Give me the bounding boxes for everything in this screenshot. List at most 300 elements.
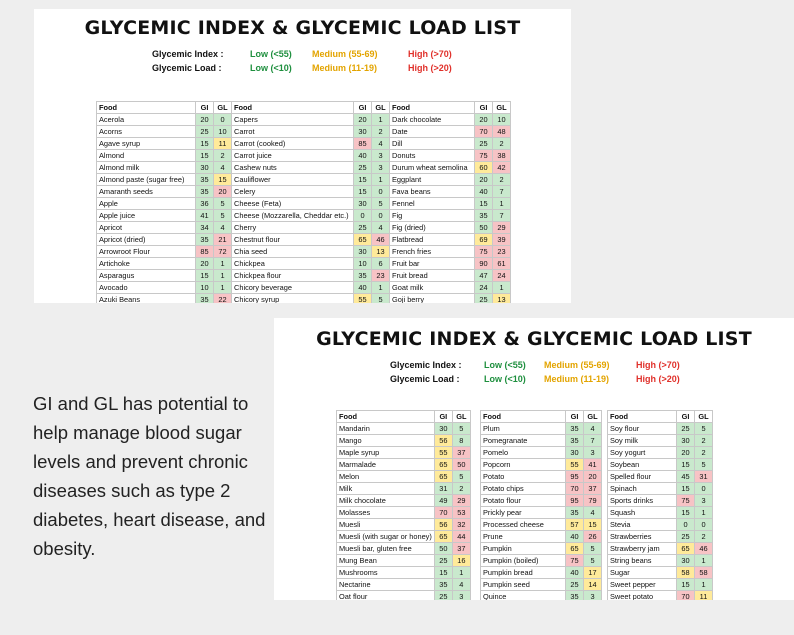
legend-gi-medium: Medium (55-69) — [544, 360, 610, 370]
table-row — [481, 483, 602, 495]
gi-value: 45 — [677, 471, 695, 483]
gi-value: 35 — [566, 507, 584, 519]
table-row — [97, 174, 232, 186]
food-name: Sweet potato — [608, 591, 677, 601]
table-row — [337, 543, 471, 555]
food-name: Cauliflower — [232, 174, 354, 186]
table-row — [232, 234, 390, 246]
gi-value: 75 — [566, 555, 584, 567]
food-name: Donuts — [390, 150, 475, 162]
gi-value: 55 — [354, 294, 372, 304]
table-row — [97, 234, 232, 246]
gl-value: 37 — [452, 543, 470, 555]
legend-gl-low: Low (<10) — [484, 374, 526, 384]
gl-value: 29 — [493, 222, 511, 234]
table-row — [481, 447, 602, 459]
gi-value: 36 — [196, 198, 214, 210]
table-row — [337, 579, 471, 591]
gl-value: 7 — [493, 210, 511, 222]
food-name: Avocado — [97, 282, 196, 294]
gi-value: 40 — [566, 531, 584, 543]
table-row — [608, 567, 713, 579]
food-table — [96, 101, 232, 303]
column-header-gl: GL — [695, 411, 713, 423]
table-row — [608, 435, 713, 447]
food-name: Goat milk — [390, 282, 475, 294]
gl-value: 1 — [695, 507, 713, 519]
gl-value: 3 — [584, 591, 602, 601]
food-name: Celery — [232, 186, 354, 198]
food-name: Fruit bread — [390, 270, 475, 282]
gl-value: 0 — [372, 186, 390, 198]
food-name: Dark chocolate — [390, 114, 475, 126]
gi-value: 25 — [677, 423, 695, 435]
gi-value: 35 — [434, 579, 452, 591]
food-name: Mandarin — [337, 423, 435, 435]
gl-value: 5 — [584, 555, 602, 567]
gl-value: 3 — [372, 150, 390, 162]
gi-value: 56 — [434, 519, 452, 531]
food-name: Apple juice — [97, 210, 196, 222]
table-row — [337, 447, 471, 459]
gi-value: 70 — [677, 591, 695, 601]
gi-value: 30 — [354, 198, 372, 210]
gl-value: 17 — [584, 567, 602, 579]
column-header-gl: GL — [214, 102, 232, 114]
gi-value: 15 — [677, 507, 695, 519]
food-name: Capers — [232, 114, 354, 126]
food-name: Melon — [337, 471, 435, 483]
food-name: Muesli — [337, 519, 435, 531]
table-row — [390, 186, 511, 198]
gl-value: 1 — [452, 567, 470, 579]
gl-value: 46 — [695, 543, 713, 555]
gl-value: 4 — [372, 138, 390, 150]
gi-value: 15 — [677, 483, 695, 495]
gi-value: 20 — [196, 258, 214, 270]
table-row — [608, 471, 713, 483]
table-row — [481, 591, 602, 601]
food-name: Pomegranate — [481, 435, 566, 447]
food-name: Popcorn — [481, 459, 566, 471]
table-row — [337, 471, 471, 483]
gl-value: 5 — [372, 294, 390, 304]
table-row — [97, 198, 232, 210]
gl-value: 3 — [372, 162, 390, 174]
food-name: Fig — [390, 210, 475, 222]
food-name: Almond — [97, 150, 196, 162]
gl-value: 79 — [584, 495, 602, 507]
food-name: Pumpkin (boiled) — [481, 555, 566, 567]
gl-value: 31 — [695, 471, 713, 483]
gi-value: 35 — [475, 210, 493, 222]
column-header-gl: GL — [584, 411, 602, 423]
table-row — [232, 222, 390, 234]
gi-value: 15 — [677, 459, 695, 471]
table-row — [97, 150, 232, 162]
table-row — [390, 162, 511, 174]
gl-value: 7 — [493, 186, 511, 198]
gl-value: 23 — [372, 270, 390, 282]
food-name: Acerola — [97, 114, 196, 126]
gl-value: 11 — [214, 138, 232, 150]
gi-value: 50 — [475, 222, 493, 234]
gl-value: 11 — [695, 591, 713, 601]
gi-value: 15 — [434, 567, 452, 579]
table-row — [608, 507, 713, 519]
gl-value: 13 — [493, 294, 511, 304]
food-name: Cheese (Mozzarella, Cheddar etc.) — [232, 210, 354, 222]
food-name: Nectarine — [337, 579, 435, 591]
food-name: Cheese (Feta) — [232, 198, 354, 210]
table-row — [337, 591, 471, 601]
table-row — [97, 270, 232, 282]
food-name: Almond paste (sugar free) — [97, 174, 196, 186]
table-row — [608, 447, 713, 459]
legend-gi-low: Low (<55) — [250, 49, 292, 59]
table-row — [481, 555, 602, 567]
table-row — [97, 258, 232, 270]
legend-gl-label: Glycemic Load : — [390, 374, 460, 384]
gl-value: 2 — [695, 435, 713, 447]
food-name: String beans — [608, 555, 677, 567]
gi-value: 41 — [196, 210, 214, 222]
legend-gi-high: High (>70) — [636, 360, 680, 370]
table-row — [232, 174, 390, 186]
gi-value: 20 — [196, 114, 214, 126]
table-row — [390, 114, 511, 126]
food-name: Soybean — [608, 459, 677, 471]
column-header-food: Food — [390, 102, 475, 114]
food-name: Sugar — [608, 567, 677, 579]
table-row — [97, 126, 232, 138]
column-header-gi: GI — [354, 102, 372, 114]
food-table — [389, 101, 511, 303]
gi-value: 20 — [475, 114, 493, 126]
food-name: Stevia — [608, 519, 677, 531]
gl-value: 2 — [695, 447, 713, 459]
table-row — [390, 174, 511, 186]
table-header-row — [337, 411, 471, 423]
table-row — [337, 531, 471, 543]
table-row — [481, 543, 602, 555]
food-name: Mung Bean — [337, 555, 435, 567]
gi-value: 75 — [475, 246, 493, 258]
gi-value: 15 — [196, 270, 214, 282]
gl-value: 24 — [493, 270, 511, 282]
food-name: Pumpkin bread — [481, 567, 566, 579]
food-name: Chicory syrup — [232, 294, 354, 304]
gl-value: 13 — [372, 246, 390, 258]
table-row — [232, 150, 390, 162]
column-header-food: Food — [337, 411, 435, 423]
table-row — [390, 138, 511, 150]
table-row — [232, 270, 390, 282]
gl-value: 15 — [214, 174, 232, 186]
food-name: Quince — [481, 591, 566, 601]
table-row — [608, 459, 713, 471]
legend-gl-high: High (>20) — [408, 63, 452, 73]
gl-value: 3 — [584, 447, 602, 459]
table-row — [481, 435, 602, 447]
food-name: Apricot (dried) — [97, 234, 196, 246]
food-name: Mango — [337, 435, 435, 447]
gl-value: 5 — [214, 198, 232, 210]
gl-value: 1 — [493, 282, 511, 294]
table-row — [481, 423, 602, 435]
gl-value: 6 — [372, 258, 390, 270]
food-name: Plum — [481, 423, 566, 435]
gl-value: 44 — [452, 531, 470, 543]
gi-value: 70 — [475, 126, 493, 138]
gi-value: 25 — [434, 555, 452, 567]
gl-value: 5 — [452, 423, 470, 435]
gi-value: 34 — [196, 222, 214, 234]
table-row — [232, 246, 390, 258]
gl-value: 50 — [452, 459, 470, 471]
gl-value: 5 — [584, 543, 602, 555]
gi-value: 40 — [354, 150, 372, 162]
gi-value: 10 — [196, 282, 214, 294]
gi-value: 35 — [566, 591, 584, 601]
food-table — [607, 410, 713, 600]
gi-value: 35 — [354, 270, 372, 282]
legend-gi-low: Low (<55) — [484, 360, 526, 370]
food-name: Apricot — [97, 222, 196, 234]
gi-value: 50 — [434, 543, 452, 555]
gl-value: 48 — [493, 126, 511, 138]
food-name: Chicory beverage — [232, 282, 354, 294]
gi-value: 25 — [354, 222, 372, 234]
table-row — [232, 258, 390, 270]
food-name: Acorns — [97, 126, 196, 138]
column-header-food: Food — [481, 411, 566, 423]
gl-value: 38 — [493, 150, 511, 162]
gl-value: 0 — [372, 210, 390, 222]
food-name: Carrot (cooked) — [232, 138, 354, 150]
table-row — [97, 114, 232, 126]
table-row — [608, 423, 713, 435]
table-row — [232, 210, 390, 222]
food-table — [336, 410, 471, 600]
food-name: Agave syrup — [97, 138, 196, 150]
gl-value: 14 — [584, 579, 602, 591]
gi-value: 85 — [196, 246, 214, 258]
table-row — [481, 459, 602, 471]
table-row — [337, 507, 471, 519]
gl-value: 37 — [452, 447, 470, 459]
column-header-gi: GI — [475, 102, 493, 114]
gi-value: 35 — [566, 423, 584, 435]
gl-value: 20 — [584, 471, 602, 483]
gi-value: 25 — [434, 591, 452, 601]
table-header-row — [97, 102, 232, 114]
gl-value: 0 — [695, 519, 713, 531]
table-row — [390, 246, 511, 258]
gl-value: 5 — [695, 423, 713, 435]
food-name: Potato flour — [481, 495, 566, 507]
gi-value: 95 — [566, 495, 584, 507]
food-name: Goji berry — [390, 294, 475, 304]
food-name: Fava beans — [390, 186, 475, 198]
gi-value: 30 — [677, 435, 695, 447]
table-row — [97, 162, 232, 174]
gl-value: 5 — [372, 198, 390, 210]
gl-value: 2 — [372, 126, 390, 138]
column-header-food: Food — [608, 411, 677, 423]
legend-gl-low: Low (<10) — [250, 63, 292, 73]
food-name: Fruit bar — [390, 258, 475, 270]
table-row — [608, 543, 713, 555]
legend-gi-high: High (>70) — [408, 49, 452, 59]
gi-value: 95 — [566, 471, 584, 483]
column-header-gi: GI — [677, 411, 695, 423]
food-name: Sweet pepper — [608, 579, 677, 591]
gl-value: 1 — [493, 198, 511, 210]
food-name: Apple — [97, 198, 196, 210]
table-row — [390, 198, 511, 210]
gi-value: 56 — [434, 435, 452, 447]
gl-value: 26 — [584, 531, 602, 543]
food-name: Date — [390, 126, 475, 138]
gi-value: 15 — [677, 579, 695, 591]
table-row — [608, 591, 713, 601]
food-name: Milk — [337, 483, 435, 495]
gi-value: 70 — [566, 483, 584, 495]
food-name: Cherry — [232, 222, 354, 234]
column-header-gl: GL — [493, 102, 511, 114]
gi-value: 0 — [677, 519, 695, 531]
table-row — [232, 282, 390, 294]
food-name: Amaranth seeds — [97, 186, 196, 198]
food-table — [480, 410, 602, 600]
gi-value: 15 — [354, 174, 372, 186]
gl-value: 1 — [695, 579, 713, 591]
column-header-gl: GL — [452, 411, 470, 423]
table-row — [337, 459, 471, 471]
food-name: Arrowroot Flour — [97, 246, 196, 258]
table-row — [337, 495, 471, 507]
gi-value: 15 — [196, 150, 214, 162]
column-header-gi: GI — [566, 411, 584, 423]
gi-value: 65 — [566, 543, 584, 555]
gl-value: 23 — [493, 246, 511, 258]
gl-value: 2 — [493, 138, 511, 150]
food-name: Mushrooms — [337, 567, 435, 579]
food-name: Spinach — [608, 483, 677, 495]
food-name: Chestnut flour — [232, 234, 354, 246]
gl-value: 5 — [695, 459, 713, 471]
table-header-row — [232, 102, 390, 114]
gl-value: 1 — [372, 282, 390, 294]
gl-value: 1 — [214, 258, 232, 270]
table-row — [97, 186, 232, 198]
food-name: Pomelo — [481, 447, 566, 459]
table-row — [481, 507, 602, 519]
table-row — [232, 186, 390, 198]
gl-value: 1 — [372, 114, 390, 126]
food-name: Marmalade — [337, 459, 435, 471]
gl-value: 15 — [584, 519, 602, 531]
gi-value: 35 — [196, 234, 214, 246]
table-row — [97, 246, 232, 258]
table-row — [232, 114, 390, 126]
table-row — [390, 258, 511, 270]
food-name: Carrot — [232, 126, 354, 138]
gi-value: 20 — [677, 447, 695, 459]
gl-value: 2 — [452, 483, 470, 495]
food-name: Muesli bar, gluten free — [337, 543, 435, 555]
table-row — [97, 138, 232, 150]
food-name: Prickly pear — [481, 507, 566, 519]
food-name: Potato chips — [481, 483, 566, 495]
table-row — [608, 579, 713, 591]
legend-gl-medium: Medium (11-19) — [312, 63, 378, 73]
food-name: Cashew nuts — [232, 162, 354, 174]
food-name: Azuki Beans — [97, 294, 196, 304]
food-name: Oat flour — [337, 591, 435, 601]
gl-value: 61 — [493, 258, 511, 270]
gi-value: 30 — [434, 423, 452, 435]
gl-value: 8 — [452, 435, 470, 447]
gi-value: 35 — [566, 435, 584, 447]
table-row — [608, 495, 713, 507]
sheet-title: GLYCEMIC INDEX & GLYCEMIC LOAD LIST — [84, 17, 521, 39]
food-name: Soy yogurt — [608, 447, 677, 459]
food-name: Pumpkin seed — [481, 579, 566, 591]
gl-value: 53 — [452, 507, 470, 519]
gl-value: 37 — [584, 483, 602, 495]
food-name: Molasses — [337, 507, 435, 519]
gi-value: 49 — [434, 495, 452, 507]
food-table — [231, 101, 390, 303]
gi-value: 25 — [475, 138, 493, 150]
food-name: Soy milk — [608, 435, 677, 447]
gi-value: 85 — [354, 138, 372, 150]
gl-value: 29 — [452, 495, 470, 507]
food-name: Eggplant — [390, 174, 475, 186]
table-row — [232, 126, 390, 138]
gl-value: 22 — [214, 294, 232, 304]
table-row — [97, 222, 232, 234]
table-row — [390, 150, 511, 162]
gi-value: 15 — [196, 138, 214, 150]
food-name: Pumpkin — [481, 543, 566, 555]
gi-value: 20 — [354, 114, 372, 126]
food-name: Soy flour — [608, 423, 677, 435]
gi-value: 47 — [475, 270, 493, 282]
gl-value: 58 — [695, 567, 713, 579]
gl-value: 41 — [584, 459, 602, 471]
gi-value: 40 — [354, 282, 372, 294]
table-row — [97, 210, 232, 222]
gl-value: 5 — [452, 471, 470, 483]
legend-gi-label: Glycemic Index : — [152, 49, 224, 59]
gl-value: 3 — [452, 591, 470, 601]
gl-value: 2 — [695, 531, 713, 543]
gl-value: 4 — [214, 222, 232, 234]
column-header-food: Food — [232, 102, 354, 114]
gl-value: 0 — [695, 483, 713, 495]
gi-value: 65 — [434, 531, 452, 543]
table-row — [97, 294, 232, 304]
gl-value: 16 — [452, 555, 470, 567]
gl-value: 32 — [452, 519, 470, 531]
gl-value: 10 — [493, 114, 511, 126]
table-row — [97, 282, 232, 294]
table-header-row — [608, 411, 713, 423]
table-row — [337, 435, 471, 447]
